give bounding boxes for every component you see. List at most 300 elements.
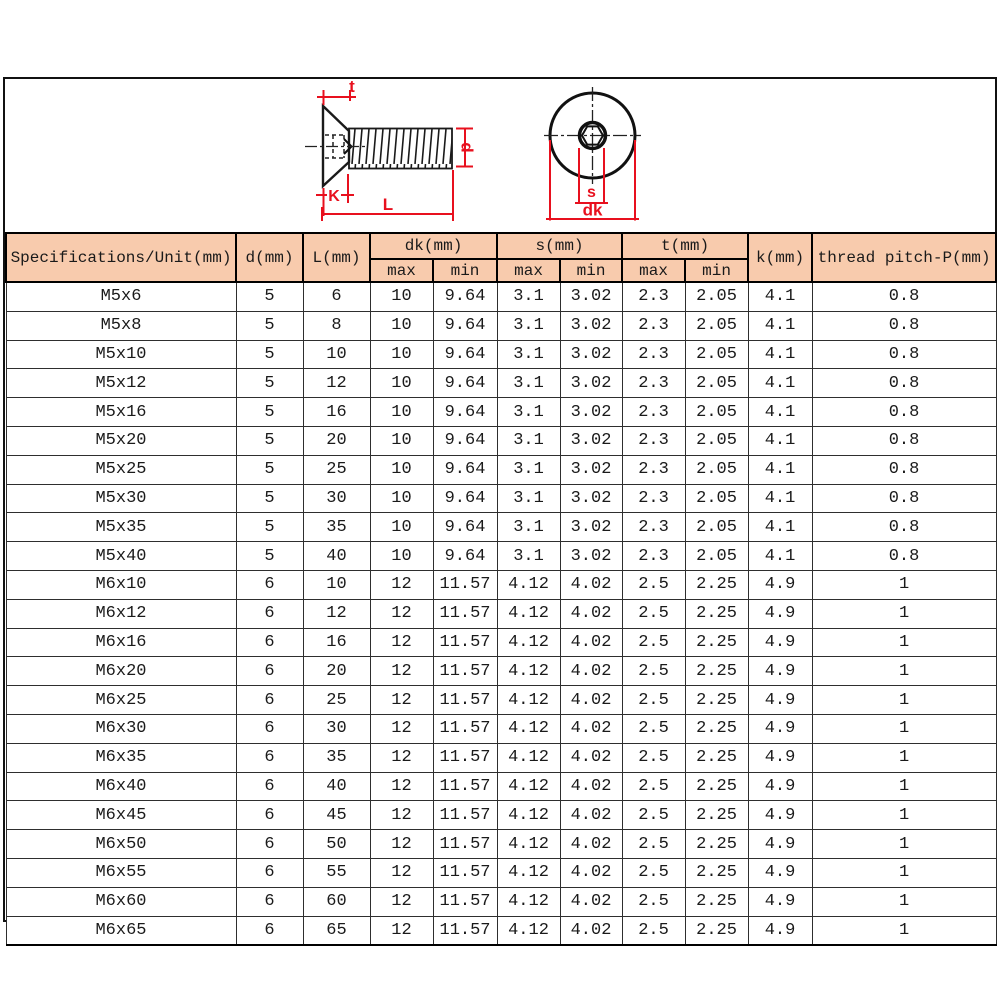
dimension-label-d: d	[457, 142, 477, 153]
table-cell: 12	[370, 916, 433, 945]
table-cell: 4.02	[560, 657, 622, 686]
table-cell: 6	[236, 599, 303, 628]
dimension-label-K: K	[328, 188, 340, 205]
table-cell: 6	[236, 657, 303, 686]
table-cell: 2.5	[622, 714, 685, 743]
table-cell: 4.1	[748, 513, 812, 542]
table-cell: 2.25	[685, 830, 748, 859]
table-cell: 6	[236, 772, 303, 801]
table-cell: 6	[303, 282, 370, 311]
spec-table	[5, 232, 997, 946]
table-cell: 9.64	[433, 311, 497, 340]
table-cell: 4.02	[560, 599, 622, 628]
table-row	[6, 657, 996, 686]
table-cell: 12	[370, 570, 433, 599]
table-cell: 20	[303, 426, 370, 455]
subheader-s-max: max	[497, 259, 560, 282]
table-row	[6, 542, 996, 571]
table-row	[6, 714, 996, 743]
table-cell: 6	[236, 916, 303, 945]
table-cell: 4.02	[560, 570, 622, 599]
table-cell: 2.5	[622, 570, 685, 599]
table-cell: 2.05	[685, 426, 748, 455]
table-cell: 20	[303, 657, 370, 686]
table-cell: 5	[236, 484, 303, 513]
table-cell: 2.3	[622, 426, 685, 455]
table-cell: 2.05	[685, 542, 748, 571]
table-cell: 9.64	[433, 455, 497, 484]
table-cell: 1	[812, 830, 996, 859]
table-cell: 2.25	[685, 657, 748, 686]
table-cell: 4.9	[748, 858, 812, 887]
table-row	[6, 282, 996, 311]
table-cell: 4.1	[748, 542, 812, 571]
table-cell: 3.02	[560, 484, 622, 513]
table-cell: 0.8	[812, 542, 996, 571]
subheader-s-min: min	[560, 259, 622, 282]
table-cell: 3.1	[497, 484, 560, 513]
table-cell: 25	[303, 686, 370, 715]
table-cell: 2.5	[622, 858, 685, 887]
table-cell: 12	[370, 686, 433, 715]
table-cell: 1	[812, 714, 996, 743]
table-cell: 16	[303, 628, 370, 657]
table-cell: 3.02	[560, 542, 622, 571]
table-cell: 4.12	[497, 714, 560, 743]
table-cell: 10	[370, 398, 433, 427]
table-cell: 4.9	[748, 714, 812, 743]
table-cell: 3.02	[560, 282, 622, 311]
table-cell: 30	[303, 484, 370, 513]
table-cell: 2.05	[685, 282, 748, 311]
table-cell: 12	[303, 369, 370, 398]
table-cell: 12	[370, 599, 433, 628]
table-cell: 3.1	[497, 426, 560, 455]
table-cell: 3.02	[560, 426, 622, 455]
table-cell: M6x55	[6, 858, 236, 887]
table-row	[6, 830, 996, 859]
table-cell: 40	[303, 542, 370, 571]
header-specifications: Specifications/Unit(mm)	[6, 233, 236, 282]
table-cell: 10	[370, 340, 433, 369]
table-cell: 6	[236, 830, 303, 859]
header-s: s(mm)	[497, 233, 622, 259]
table-row	[6, 484, 996, 513]
table-cell: 11.57	[433, 686, 497, 715]
table-cell: 6	[236, 887, 303, 916]
table-row	[6, 801, 996, 830]
table-cell: 30	[303, 714, 370, 743]
table-cell: 4.12	[497, 628, 560, 657]
table-cell: 4.02	[560, 887, 622, 916]
table-cell: 3.02	[560, 311, 622, 340]
table-cell: M6x16	[6, 628, 236, 657]
table-cell: 3.02	[560, 369, 622, 398]
table-cell: M6x25	[6, 686, 236, 715]
table-cell: 5	[236, 398, 303, 427]
table-cell: 3.02	[560, 340, 622, 369]
table-cell: 2.3	[622, 282, 685, 311]
table-cell: 6	[236, 570, 303, 599]
table-cell: 11.57	[433, 916, 497, 945]
table-cell: 1	[812, 599, 996, 628]
table-cell: 4.12	[497, 570, 560, 599]
table-cell: 11.57	[433, 830, 497, 859]
table-cell: 2.05	[685, 484, 748, 513]
table-cell: 10	[370, 455, 433, 484]
table-cell: 4.9	[748, 628, 812, 657]
table-cell: 4.12	[497, 657, 560, 686]
table-cell: M6x10	[6, 570, 236, 599]
table-cell: 2.25	[685, 714, 748, 743]
table-cell: 5	[236, 542, 303, 571]
table-cell: 12	[370, 801, 433, 830]
table-cell: 2.05	[685, 340, 748, 369]
table-cell: 0.8	[812, 311, 996, 340]
table-cell: 2.5	[622, 686, 685, 715]
table-cell: 6	[236, 743, 303, 772]
table-cell: 4.12	[497, 599, 560, 628]
table-cell: 11.57	[433, 801, 497, 830]
table-cell: 3.02	[560, 398, 622, 427]
table-cell: 2.3	[622, 398, 685, 427]
table-cell: 4.9	[748, 657, 812, 686]
table-cell: 2.3	[622, 455, 685, 484]
table-cell: 5	[236, 282, 303, 311]
table-cell: 2.05	[685, 455, 748, 484]
table-cell: 8	[303, 311, 370, 340]
table-cell: M6x35	[6, 743, 236, 772]
table-cell: 1	[812, 916, 996, 945]
table-body	[6, 282, 996, 945]
table-cell: 16	[303, 398, 370, 427]
table-cell: 2.5	[622, 628, 685, 657]
table-cell: 4.9	[748, 887, 812, 916]
table-cell: 4.1	[748, 455, 812, 484]
table-cell: M5x8	[6, 311, 236, 340]
table-cell: 10	[370, 484, 433, 513]
table-cell: 35	[303, 513, 370, 542]
table-cell: 6	[236, 858, 303, 887]
table-cell: 11.57	[433, 743, 497, 772]
table-row	[6, 858, 996, 887]
table-cell: 10	[370, 311, 433, 340]
table-row	[6, 340, 996, 369]
table-cell: 55	[303, 858, 370, 887]
table-row	[6, 743, 996, 772]
table-cell: 10	[303, 340, 370, 369]
table-cell: 2.3	[622, 369, 685, 398]
table-cell: 12	[370, 743, 433, 772]
table-cell: 4.02	[560, 686, 622, 715]
table-cell: 50	[303, 830, 370, 859]
table-cell: 2.5	[622, 830, 685, 859]
header-k: k(mm)	[748, 233, 812, 282]
table-cell: 9.64	[433, 484, 497, 513]
table-cell: 1	[812, 657, 996, 686]
header-L: L(mm)	[303, 233, 370, 282]
table-cell: 4.1	[748, 369, 812, 398]
table-cell: 5	[236, 455, 303, 484]
table-cell: 0.8	[812, 455, 996, 484]
table-cell: 4.1	[748, 340, 812, 369]
table-cell: 4.12	[497, 916, 560, 945]
table-cell: 0.8	[812, 513, 996, 542]
table-cell: 35	[303, 743, 370, 772]
table-cell: 4.12	[497, 743, 560, 772]
table-cell: M5x30	[6, 484, 236, 513]
table-cell: 3.1	[497, 455, 560, 484]
table-cell: 9.64	[433, 369, 497, 398]
table-cell: 4.9	[748, 599, 812, 628]
table-cell: M6x20	[6, 657, 236, 686]
table-cell: 11.57	[433, 599, 497, 628]
table-cell: 3.1	[497, 398, 560, 427]
table-cell: 0.8	[812, 484, 996, 513]
table-cell: 3.1	[497, 513, 560, 542]
subheader-dk-min: min	[433, 259, 497, 282]
table-cell: 5	[236, 311, 303, 340]
table-cell: 11.57	[433, 887, 497, 916]
table-cell: 2.05	[685, 513, 748, 542]
table-cell: M5x20	[6, 426, 236, 455]
table-cell: 2.5	[622, 743, 685, 772]
table-cell: 65	[303, 916, 370, 945]
table-cell: 0.8	[812, 426, 996, 455]
table-cell: M6x50	[6, 830, 236, 859]
table-cell: 2.25	[685, 801, 748, 830]
table-cell: 3.02	[560, 455, 622, 484]
table-cell: 4.02	[560, 714, 622, 743]
dimension-label-L: L	[382, 195, 394, 214]
subheader-t-max: max	[622, 259, 685, 282]
table-cell: 4.9	[748, 830, 812, 859]
table-cell: 2.25	[685, 772, 748, 801]
table-row	[6, 455, 996, 484]
table-cell: 4.02	[560, 772, 622, 801]
table-cell: 12	[303, 599, 370, 628]
table-cell: 25	[303, 455, 370, 484]
table-cell: M6x40	[6, 772, 236, 801]
table-cell: M6x30	[6, 714, 236, 743]
table-cell: 1	[812, 858, 996, 887]
table-cell: 2.5	[622, 599, 685, 628]
table-row	[6, 686, 996, 715]
table-cell: 11.57	[433, 714, 497, 743]
table-cell: 5	[236, 369, 303, 398]
table-cell: 2.25	[685, 599, 748, 628]
table-cell: 4.1	[748, 426, 812, 455]
table-cell: 0.8	[812, 398, 996, 427]
table-cell: 1	[812, 686, 996, 715]
table-cell: 2.05	[685, 369, 748, 398]
table-cell: 4.12	[497, 772, 560, 801]
table-cell: 12	[370, 714, 433, 743]
table-cell: 2.05	[685, 311, 748, 340]
table-cell: 4.12	[497, 686, 560, 715]
table-cell: 4.02	[560, 858, 622, 887]
table-row	[6, 570, 996, 599]
table-cell: 1	[812, 743, 996, 772]
table-cell: 2.3	[622, 484, 685, 513]
table-cell: 2.5	[622, 801, 685, 830]
table-cell: 9.64	[433, 282, 497, 311]
table-cell: 5	[236, 340, 303, 369]
table-cell: 9.64	[433, 340, 497, 369]
subheader-t-min: min	[685, 259, 748, 282]
table-cell: M6x60	[6, 887, 236, 916]
table-cell: 4.9	[748, 916, 812, 945]
table-row	[6, 599, 996, 628]
table-cell: 9.64	[433, 513, 497, 542]
table-cell: 0.8	[812, 369, 996, 398]
table-cell: 2.3	[622, 340, 685, 369]
subheader-dk-max: max	[370, 259, 433, 282]
table-row	[6, 513, 996, 542]
table-cell: 10	[370, 282, 433, 311]
table-row	[6, 398, 996, 427]
table-cell: M5x10	[6, 340, 236, 369]
table-cell: 40	[303, 772, 370, 801]
table-cell: 6	[236, 801, 303, 830]
table-cell: 4.12	[497, 830, 560, 859]
header-d: d(mm)	[236, 233, 303, 282]
table-cell: 4.1	[748, 398, 812, 427]
table-cell: 4.02	[560, 743, 622, 772]
table-cell: 10	[303, 570, 370, 599]
table-cell: M6x12	[6, 599, 236, 628]
table-cell: 2.3	[622, 513, 685, 542]
table-cell: 10	[370, 513, 433, 542]
table-cell: 4.02	[560, 830, 622, 859]
table-row	[6, 628, 996, 657]
dimension-label-dk: dk	[582, 200, 603, 220]
table-cell: 4.1	[748, 282, 812, 311]
table-cell: 4.9	[748, 570, 812, 599]
table-cell: 2.25	[685, 916, 748, 945]
table-cell: 4.12	[497, 858, 560, 887]
table-cell: M6x65	[6, 916, 236, 945]
table-cell: 4.9	[748, 686, 812, 715]
table-cell: 1	[812, 570, 996, 599]
table-cell: 45	[303, 801, 370, 830]
table-cell: 9.64	[433, 426, 497, 455]
table-cell: 2.5	[622, 916, 685, 945]
screw-diagram	[0, 0, 1001, 232]
table-cell: 3.1	[497, 542, 560, 571]
screw-thread-shaft	[349, 129, 452, 169]
table-cell: 2.5	[622, 887, 685, 916]
table-cell: 2.5	[622, 772, 685, 801]
table-cell: 2.25	[685, 887, 748, 916]
screw-side-view	[305, 77, 477, 221]
table-row	[6, 369, 996, 398]
table-cell: 6	[236, 628, 303, 657]
table-cell: 1	[812, 887, 996, 916]
table-cell: 1	[812, 801, 996, 830]
table-cell: M5x25	[6, 455, 236, 484]
table-cell: 11.57	[433, 858, 497, 887]
table-cell: 4.02	[560, 916, 622, 945]
table-cell: 11.57	[433, 628, 497, 657]
dimension-label-s: s	[587, 184, 596, 201]
table-row	[6, 426, 996, 455]
table-cell: 4.12	[497, 887, 560, 916]
table-cell: M5x16	[6, 398, 236, 427]
table-cell: 3.02	[560, 513, 622, 542]
header-thread-pitch: thread pitch-P(mm)	[812, 233, 996, 282]
table-cell: 12	[370, 772, 433, 801]
table-cell: 4.9	[748, 743, 812, 772]
table-cell: M5x35	[6, 513, 236, 542]
table-row	[6, 311, 996, 340]
table-cell: 11.57	[433, 657, 497, 686]
header-dk: dk(mm)	[370, 233, 497, 259]
table-cell: 1	[812, 772, 996, 801]
table-cell: 2.3	[622, 311, 685, 340]
table-cell: 6	[236, 686, 303, 715]
table-cell: 4.02	[560, 628, 622, 657]
table-cell: 10	[370, 369, 433, 398]
table-cell: 4.1	[748, 311, 812, 340]
table-cell: M6x45	[6, 801, 236, 830]
table-cell: 9.64	[433, 398, 497, 427]
table-cell: 2.3	[622, 542, 685, 571]
table-row	[6, 887, 996, 916]
table-cell: 12	[370, 858, 433, 887]
table-cell: 5	[236, 513, 303, 542]
table-row	[6, 916, 996, 945]
table-cell: 2.05	[685, 398, 748, 427]
table-row	[6, 772, 996, 801]
table-cell: 5	[236, 426, 303, 455]
table-cell: 4.9	[748, 772, 812, 801]
table-cell: 0.8	[812, 282, 996, 311]
table-cell: 3.1	[497, 311, 560, 340]
table-cell: 12	[370, 830, 433, 859]
table-cell: 4.12	[497, 801, 560, 830]
table-cell: 2.25	[685, 628, 748, 657]
header-t: t(mm)	[622, 233, 748, 259]
table-cell: M5x6	[6, 282, 236, 311]
table-cell: M5x12	[6, 369, 236, 398]
table-cell: 60	[303, 887, 370, 916]
table-cell: 2.25	[685, 686, 748, 715]
table-header	[6, 233, 996, 282]
table-cell: 2.25	[685, 570, 748, 599]
table-cell: 10	[370, 426, 433, 455]
table-cell: 4.1	[748, 484, 812, 513]
table-cell: 3.1	[497, 282, 560, 311]
table-cell: 2.25	[685, 858, 748, 887]
dimension-label-t: t	[349, 77, 355, 96]
table-cell: 3.1	[497, 369, 560, 398]
table-cell: M5x40	[6, 542, 236, 571]
table-cell: 12	[370, 887, 433, 916]
table-cell: 2.5	[622, 657, 685, 686]
table-cell: 3.1	[497, 340, 560, 369]
table-cell: 11.57	[433, 570, 497, 599]
table-cell: 12	[370, 657, 433, 686]
table-cell: 0.8	[812, 340, 996, 369]
table-cell: 10	[370, 542, 433, 571]
table-cell: 4.02	[560, 801, 622, 830]
table-cell: 6	[236, 714, 303, 743]
table-cell: 4.9	[748, 801, 812, 830]
screw-top-view	[544, 87, 641, 221]
table-cell: 9.64	[433, 542, 497, 571]
table-cell: 1	[812, 628, 996, 657]
